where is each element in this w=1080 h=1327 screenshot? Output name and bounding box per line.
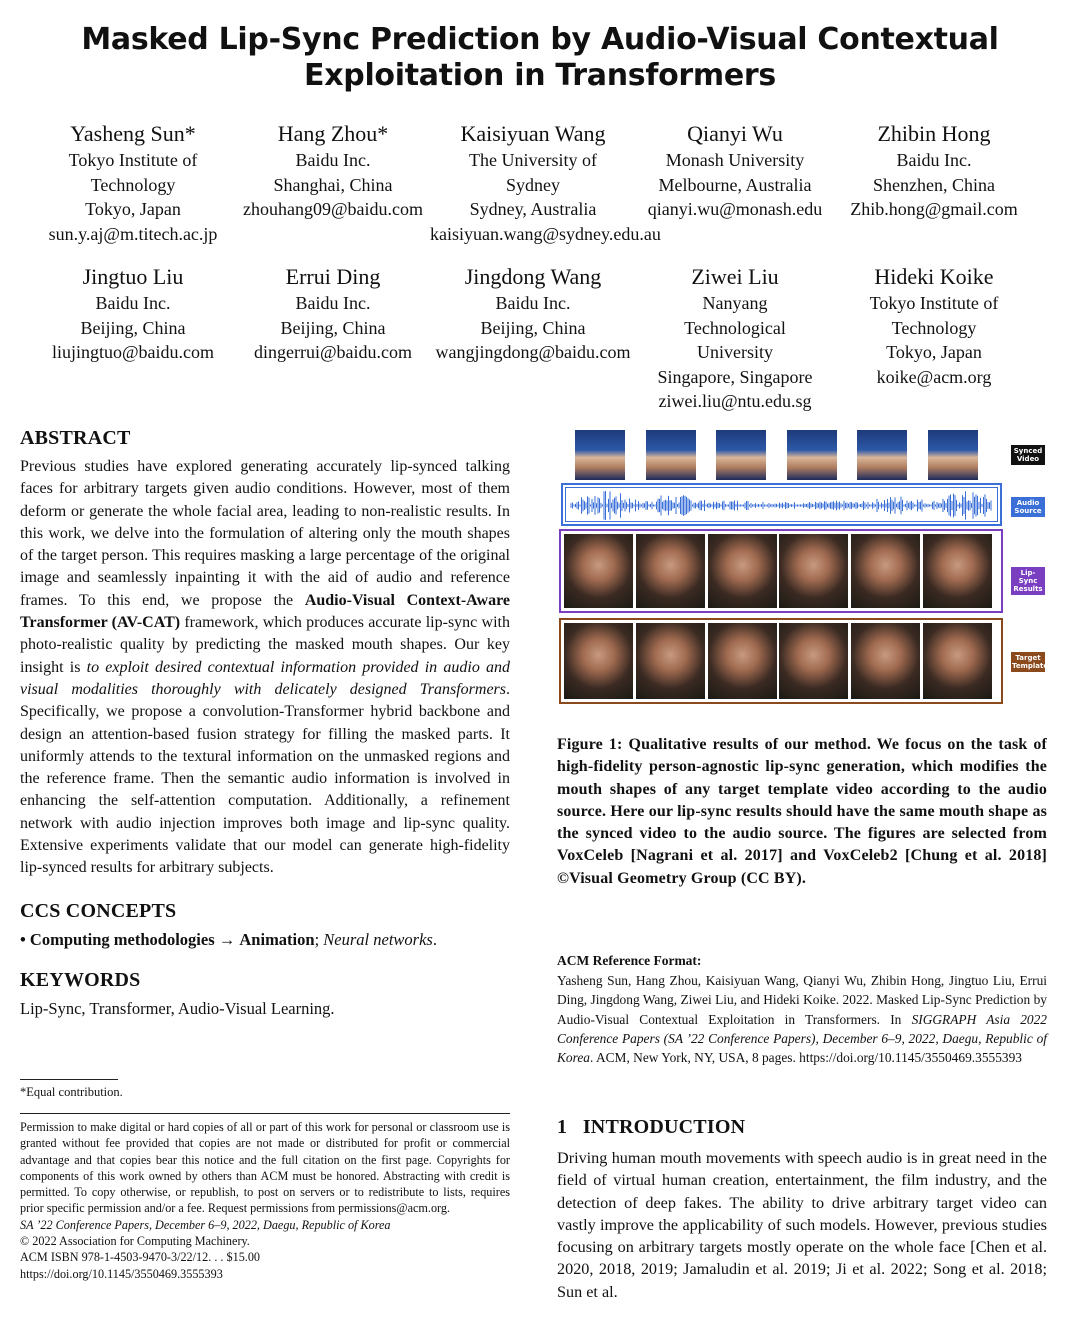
synced-frame: [928, 430, 978, 480]
title-line-1: Masked Lip-Sync Prediction by Audio-Visual Contextual: [81, 22, 999, 57]
author-affiliation: Baidu Inc.: [896, 150, 972, 170]
keywords-text: Lip-Sync, Transformer, Audio-Visual Learning.: [20, 998, 335, 1018]
ccs-bullet: •: [20, 929, 26, 949]
ccs-concept: Neural networks: [323, 929, 433, 949]
title-line-2: Exploitation in Transformers: [304, 58, 776, 93]
author-name: Errui Ding: [285, 264, 381, 289]
author-name: Hideki Koike: [874, 264, 994, 289]
abstract-heading: ABSTRACT: [20, 427, 131, 449]
figure-1: [557, 430, 1047, 710]
author-name: Yasheng Sun*: [70, 121, 196, 146]
author-affiliation: Baidu Inc.: [295, 293, 371, 313]
author-affiliation: The University of: [469, 150, 597, 170]
author-affiliation: University: [697, 342, 773, 362]
author-block: [430, 263, 636, 365]
author-name: Kaisiyuan Wang: [460, 121, 606, 146]
lip-sync-results-label: Lip-Sync Results: [1011, 567, 1045, 595]
target-frame: [636, 623, 705, 699]
ccs-separator: ;: [314, 929, 320, 949]
author-block: [632, 120, 838, 222]
lip-sync-frame: [564, 534, 633, 608]
author-location: Beijing, China: [480, 317, 586, 338]
author-location: Tokyo, Japan: [85, 199, 181, 219]
author-email: liujingtuo@baidu.com: [51, 342, 215, 362]
author-name: Ziwei Liu: [691, 264, 779, 289]
acm-reference-part: . ACM, New York, NY, USA, 8 pages. https://doi.org/10.1145/3550469.3555393: [589, 1050, 1022, 1066]
abstract-text: [20, 456, 510, 880]
introduction-heading: [557, 1116, 1047, 1139]
author-location: Shanghai, China: [273, 174, 393, 195]
venue: SA ’22 Conference Papers, December 6–9, 2022, Daegu, Republic of Korea: [20, 1217, 391, 1232]
abstract-text-part: Previous studies have explored generating accurately lip-synced talking faces for arbitrary targets given audio conditions. However, most of them deform or generate the whole facial area, leading to non-realistic results. In this work, we delve into the formulation of altering only the mouth shapes of the target person. This requires masking a large percentage of the original image and seamlessly inpainting it with the aid of audio and reference frames. To this end, we propose the: [20, 458, 510, 609]
author-block: [430, 120, 661, 246]
author-affiliation: Baidu Inc.: [295, 150, 371, 170]
section-number: 1: [557, 1116, 568, 1138]
author-location: Tokyo, Japan: [886, 342, 982, 362]
target-frame: [851, 623, 920, 699]
synced-frame: [716, 430, 766, 480]
author-block: [834, 263, 1034, 389]
author-location: Melbourne, Australia: [658, 174, 812, 195]
synced-frame: [646, 430, 696, 480]
acm-reference-venue: SIGGRAPH Asia 2022 Conference Papers (SA ’22 Conference Papers), December 6–9, 2022, Daegu, Republic of Korea: [557, 1011, 1047, 1066]
author-location: Beijing, China: [80, 317, 186, 338]
lip-sync-frame: [779, 534, 848, 608]
author-affiliation: Technology: [90, 174, 176, 195]
author-affiliation: Technological: [684, 317, 786, 338]
acm-reference-part: Yasheng Sun, Hang Zhou, Kaisiyuan Wang, Qianyi Wu, Zhibin Hong, Jingtuo Liu, Errui Ding, Jingdong Wang, Ziwei Liu, and Hideki Koike. 2022. Masked Lip-Sync Prediction by Audio-Visual Contextual Exploitation in Transformers. In: [557, 973, 1047, 1027]
figure-caption: Figure 1: Qualitative results of our method. We focus on the task of high-fidelity person-agnostic lip-sync generation, which modifies the mouth shapes of any target template video according to the audio source. Here our lip-sync results should have the same mouth shape as the synced video to the audio source. The figures are selected from VoxCeleb [Nagrani et al. 2017] and VoxCeleb2 [Chung et al. 2018] ©Visual Geometry Group (CC BY).: [557, 736, 1047, 887]
author-name: Hang Zhou*: [277, 121, 389, 146]
author-affiliation: Monash University: [665, 150, 805, 170]
author-block: [20, 263, 246, 365]
synced-frame: [575, 430, 625, 480]
abstract-key-insight: to exploit desired contextual information provided in audio and visual modalities thoroughly with delicately designed Transformers: [20, 658, 511, 698]
audio-waveform: [569, 488, 994, 523]
author-email: kaisiyuan.wang@sydney.edu.au: [430, 223, 661, 244]
synced-video-row: [575, 430, 1005, 480]
lip-sync-results-row: [559, 529, 1003, 613]
author-email: dingerrui@baidu.com: [253, 342, 413, 362]
paper-title: [0, 22, 1080, 94]
author-location: Shenzhen, China: [873, 174, 995, 195]
audio-source-label: Audio Source: [1011, 497, 1045, 517]
author-block: [632, 263, 838, 414]
author-email: wangjingdong@baidu.com: [435, 342, 631, 362]
author-affiliation: Baidu Inc.: [95, 293, 171, 313]
lip-sync-frame: [851, 534, 920, 608]
isbn: ACM ISBN 978-1-4503-9470-3/22/12. . . $15.00: [20, 1250, 261, 1265]
target-frame: [923, 623, 992, 699]
author-email: koike@acm.org: [876, 366, 992, 387]
abstract-text-part: . Specifically, we propose a convolution-Transformer hybrid backbone and design an attention-based fusion strategy for filling the masked parts. It uniformly attends to the textural information on the unmasked regions and the reference frame. Then the semantic audio information is involved in enhancing the self-attention computation. Additionally, a refinement network with audio injection improves both image and lip-sync quality. Extensive experiments validate that our model can generate high-fidelity lip-synced results for arbitrary subjects.: [20, 680, 510, 877]
target-template-label: Target Template: [1012, 654, 1049, 670]
target-frame: [708, 623, 777, 699]
introduction-text: Driving human mouth movements with speech audio is in great need in the field of virtual human creation, entertainment, the film industry, and the detection of deep fakes. The ability to drive arbitrary target video can vastly improve the applicability of such models. However, previous studies focusing on arbitrary targets mostly operate on the whole face [Chen et al. 2020, 2018, 2019; Jamaludin et al. 2019; Ji et al. 2022; Song et al. 2018; Sun et al.: [557, 1149, 1047, 1301]
author-block: [230, 263, 436, 365]
audio-source-row: [561, 483, 1002, 526]
author-block: [230, 120, 436, 222]
target-frame: [779, 623, 848, 699]
keywords-heading: KEYWORDS: [20, 968, 141, 991]
author-affiliation: Sydney: [506, 174, 560, 195]
author-location: Beijing, China: [280, 317, 386, 338]
author-name: Zhibin Hong: [877, 121, 991, 146]
author-location: Sydney, Australia: [469, 199, 597, 219]
permission-text: Permission to make digital or hard copies of all or part of this work for personal or classroom use is granted without fee provided that copies are not made or distributed for profit or commercial advantage and that copies bear this notice and the full citation on the first page. Copyrights for components of this work owned by others than ACM must be honored. Abstracting with credit is permitted. To copy otherwise, or republish, to post on servers or to redistribute to lists, requires prior specific permission and/or a fee. Request permissions from permissions@acm.org.: [20, 1120, 510, 1216]
synced-video-label: Synced Video: [1011, 445, 1045, 465]
left-column: [20, 427, 510, 1020]
author-email: Zhib.hong@gmail.com: [850, 199, 1018, 219]
copyright: © 2022 Association for Computing Machinery.: [20, 1234, 250, 1249]
author-name: Jingtuo Liu: [82, 264, 184, 289]
target-template-row: [559, 618, 1003, 704]
synced-frame: [787, 430, 837, 480]
doi: https://doi.org/10.1145/3550469.3555393: [20, 1266, 223, 1281]
lip-sync-frame: [923, 534, 992, 608]
ccs-concept: Animation: [239, 929, 315, 949]
author-email: qianyi.wu@monash.edu: [647, 199, 823, 219]
ccs-concept: Computing methodologies: [29, 929, 215, 949]
author-affiliation: Tokyo Institute of: [869, 293, 999, 313]
author-affiliation: Baidu Inc.: [495, 293, 571, 313]
abstract-text-part: framework, which produces accurate lip-sync with photo-realistic quality by predicting the masked mouth shapes. Our key insight is: [20, 614, 510, 676]
ccs-heading: CCS CONCEPTS: [20, 899, 177, 922]
lip-sync-frame: [636, 534, 705, 608]
author-email: zhouhang09@baidu.com: [242, 199, 424, 219]
acm-reference-heading: ACM Reference Format:: [557, 953, 702, 968]
author-email: ziwei.liu@ntu.edu.sg: [658, 391, 812, 411]
section-title: INTRODUCTION: [582, 1116, 746, 1138]
author-affiliation: Nanyang: [702, 293, 768, 313]
ccs-end: .: [432, 929, 437, 949]
ccs-concepts: [20, 929, 510, 951]
author-affiliation: Tokyo Institute of: [68, 150, 198, 170]
target-frame: [564, 623, 633, 699]
lip-sync-frame: [708, 534, 777, 608]
abstract-framework-name: Audio-Visual Context-Aware Transformer (AV-CAT): [20, 591, 510, 632]
author-affiliation: Technology: [891, 317, 977, 338]
introduction-section: [557, 1116, 1047, 1303]
author-name: Qianyi Wu: [687, 121, 783, 146]
author-block: [834, 120, 1034, 222]
author-location: Singapore, Singapore: [657, 366, 813, 387]
author-email: sun.y.aj@m.titech.ac.jp: [48, 223, 218, 244]
author-name: Jingdong Wang: [464, 264, 602, 289]
figure-caption-block: [557, 734, 1047, 890]
author-block: [20, 120, 246, 246]
acm-reference: [557, 953, 1047, 1067]
permission-rule: [20, 1113, 510, 1114]
ccs-arrow: →: [218, 929, 236, 949]
synced-frame: [857, 430, 907, 480]
permission-block: [20, 1119, 510, 1282]
footnote-rule: [20, 1079, 118, 1080]
acm-reference-text: [557, 971, 1047, 1067]
footnote: *Equal contribution.: [20, 1085, 123, 1099]
